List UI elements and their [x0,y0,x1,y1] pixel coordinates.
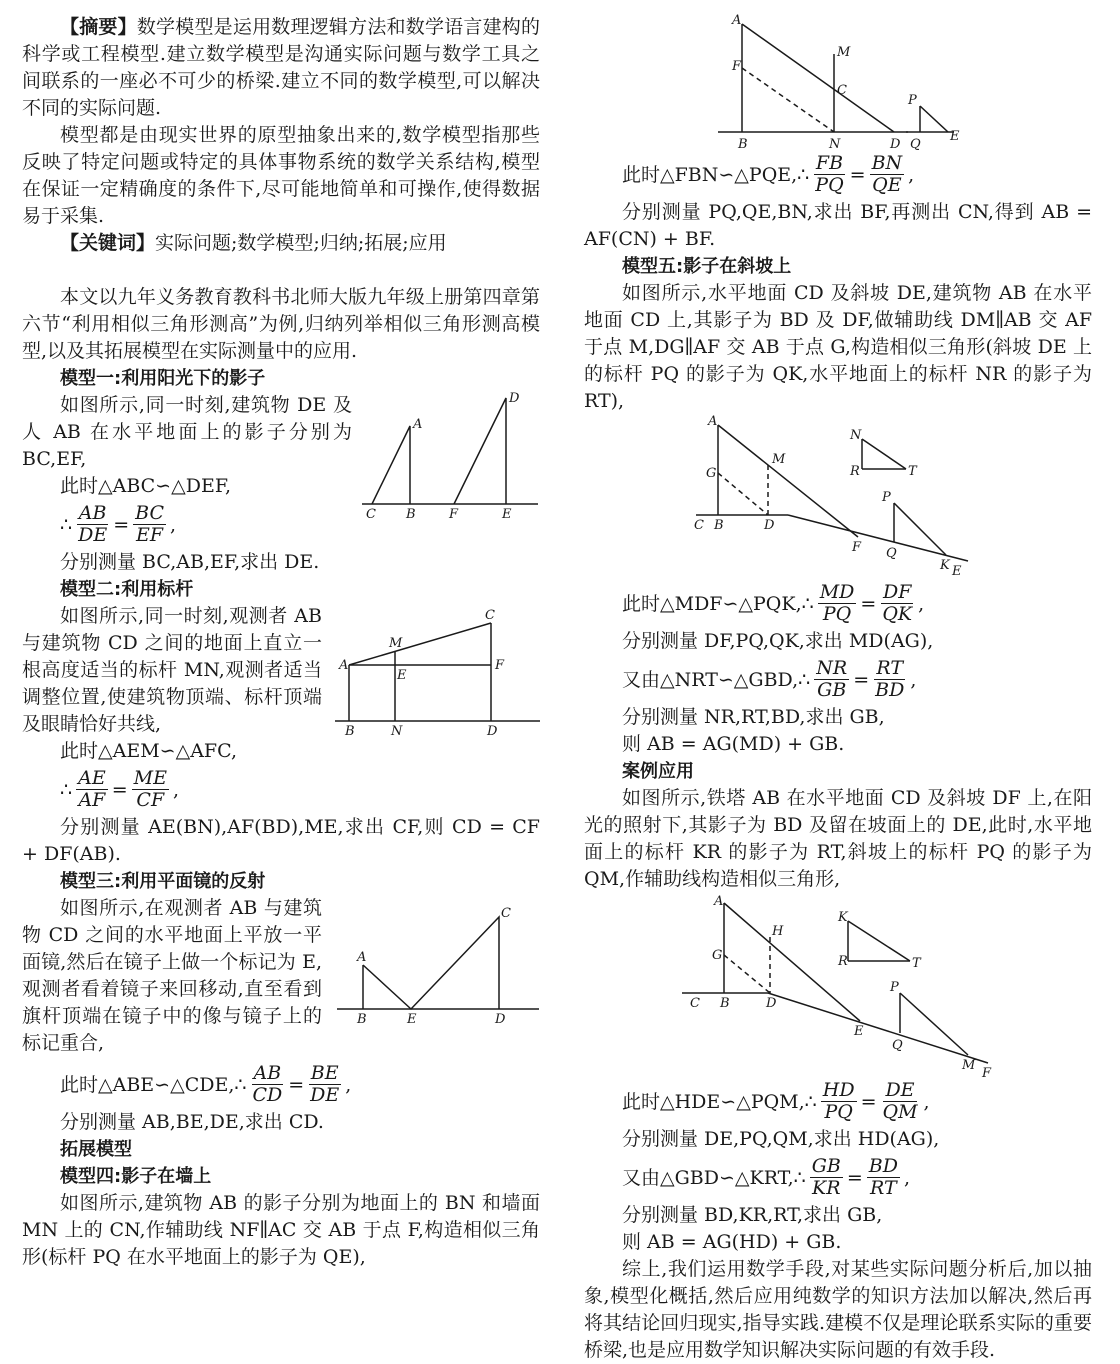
point-label-A: A [357,950,367,965]
fraction: $\frac{DE}{QM}$ [882,1079,918,1123]
model-2-block [22,603,540,814]
figure-segment [768,993,988,1063]
left-column [22,14,540,1271]
case-equation-1: 此时△HDE∽△PQM,∴ $\frac{HD}{PQ}$ = $\frac{DE}{QM}$ , [622,1079,930,1123]
keywords-text: 实际问题;数学模型;归纳;拓展;应用 [155,232,447,254]
point-label-Q: Q [910,137,921,150]
figure-segment [742,24,894,132]
point-label-A: A [413,417,423,432]
fraction: $\frac{FB}{PQ}$ [815,152,844,196]
figure-case-wrap [584,893,1092,1077]
figure-segment [742,68,834,132]
fraction: $\frac{DF}{QK}$ [882,581,913,625]
point-label-M: M [837,45,851,60]
point-label-E: E [854,1024,864,1039]
fraction: $\frac{BN}{QE}$ [871,152,903,196]
model-3-equation: 此时△ABE∽△CDE,∴ $\frac{AB}{CD}$ = $\frac{BE}{DE}$ , [60,1062,352,1106]
model-5-measure-1: 分别测量 DF,PQ,QK,求出 MD(AG), [622,630,934,652]
case-measure-1: 分别测量 DE,PQ,QM,求出 HD(AG), [622,1128,940,1150]
point-label-G: G [712,948,723,963]
keywords-label: 【关键词】 [60,232,156,254]
right-column [584,10,1092,1364]
figure-segment [894,503,946,555]
intro-paragraph: 本文以九年义务教育教科书北师大版九年级上册第四章第六节“利用相似三角形测高”为例,归纳列举相似三角形测高模型,以及其拓展模型在实际测量中的应用. [22,286,540,362]
extension-title: 拓展模型 [60,1139,132,1160]
point-label-E: E [950,129,960,144]
model-1-similar: 此时△ABC∽△DEF, [60,475,232,497]
abstract-paragraph [22,14,540,122]
fraction: $\frac{ME}{CF}$ [133,767,167,811]
case-title: 案例应用 [622,761,694,782]
point-label-D: D [764,518,775,533]
point-label-E: E [397,668,407,683]
point-label-N: N [391,724,403,739]
model-2-similar: 此时△AEM∽△AFC, [60,740,237,762]
point-label-F: F [449,507,459,522]
model-4-measure: 分别测量 PQ,QE,BN,求出 BF,再测出 CN,得到 AB = AF(CN) + BF. [584,201,1092,250]
case-result: 则 AB = AG(HD) + GB. [622,1231,842,1253]
point-label-A: A [708,415,718,429]
point-label-H: H [772,924,784,939]
figure-model-5-wrap [584,415,1092,579]
point-label-P: P [908,93,917,108]
point-label-F: F [495,658,505,673]
point-label-E: E [407,1012,417,1027]
point-label-T: T [908,464,917,479]
figure-segment [788,515,968,561]
point-label-N: N [829,137,841,150]
figure-segment [718,425,858,537]
point-label-P: P [882,490,891,505]
point-label-G: G [706,466,717,481]
case-desc: 如图所示,铁塔 AB 在水平地面 CD 及斜坡 DF 上,在阳光的照射下,其影子为 BD 及留在坡面上的 DE,此时,水平地面上的标杆 KR 的影子为 RT,斜坡上的标杆 PQ 的影子为 QM,作辅助线构造相似三角形, [584,787,1092,890]
fraction: $\frac{BD}{RT}$ [868,1155,898,1199]
model-5-equation-2: 又由△NRT∽△GBD,∴ $\frac{NR}{GB}$ = $\frac{RT}{BD}$ , [622,657,917,701]
model-4-title: 模型四:影子在墙上 [60,1166,212,1187]
point-label-B: B [738,137,748,150]
point-label-R: R [838,954,848,969]
case-equation-2: 又由△GBD∽△KRT,∴ $\frac{GB}{KR}$ = $\frac{BD}{RT}$ , [622,1155,911,1199]
figure-segment [920,106,948,132]
point-label-Q: Q [886,546,897,561]
point-label-D: D [495,1012,506,1027]
figure-segment [848,921,910,961]
point-label-B: B [720,996,730,1011]
model-1-equation: ∴ $\frac{AB}{DE}$ = $\frac{BC}{EF}$ , [60,502,177,546]
model-5-desc: 如图所示,水平地面 CD 及斜坡 DE,建筑物 AB 在水平地面 CD 上,其影子为 BD 及 DF,做辅助线 DM∥AB 交 AF 于点 M,DG∥AF 交 AB 于点 G,构造相似三角形(斜坡 DE 上的标杆 PQ 的影子为 QK,水平地面上的标杆 NR 的影子为 RT), [584,282,1092,412]
point-label-K: K [940,558,950,573]
case-measure-2: 分别测量 BD,KR,RT,求出 GB, [622,1204,883,1226]
point-label-E: E [952,564,962,579]
point-label-M: M [772,452,786,467]
point-label-B: B [357,1012,367,1027]
abstract-label: 【摘要】 [60,16,137,38]
point-label-F: F [852,540,862,555]
point-label-D: D [890,137,901,150]
point-label-N: N [850,428,862,443]
point-label-B: B [714,518,724,533]
figure-model-4-wrap [584,10,1092,150]
model-3-block [22,895,540,1057]
fraction: $\frac{AB}{CD}$ [252,1062,283,1106]
point-label-T: T [912,956,921,971]
point-label-R: R [850,464,860,479]
point-label-A: A [732,13,742,28]
model-1-block [22,392,540,549]
fraction: $\frac{HD}{PQ}$ [822,1079,855,1123]
point-label-D: D [766,996,777,1011]
point-label-A: A [339,658,349,673]
figure-model-1 [360,392,540,522]
abstract-text: 数学模型是运用数理逻辑方法和数学语言建构的科学或工程模型.建立数学模型是沟通实际问题与数学工具之间联系的一座必不可少的桥梁.建立不同的数学模型,可以解决不同的实际问题. [22,16,540,119]
conclusion-paragraph: 综上,我们运用数学手段,对某些实际问题分析后,加以抽象,模型化概括,然后应用纯数学的知识方法加以解决,然后再将其结论回归现实,指导实践.建模不仅是理论联系实际的重要桥梁,也是应用数学知识解决实际问题的有效手段. [584,1258,1092,1361]
point-label-C: C [690,996,700,1011]
model-3-desc: 如图所示,在观测者 AB 与建筑物 CD 之间的水平地面上平放一平面镜,然后在镜子上做一个标记为 E,观测者看着镜子来回移动,直至看到旗杆顶端在镜子中的像与镜子上的标记重合, [22,897,322,1054]
figure-segment [349,623,491,665]
model-5-title: 模型五:影子在斜坡上 [622,256,792,277]
figure-model-2 [335,603,540,743]
point-label-D: D [509,392,520,406]
model-5-equation-1: 此时△MDF∽△PQK,∴ $\frac{MD}{PQ}$ = $\frac{DF}{QK}$ , [622,581,925,625]
figure-model-4 [708,10,968,150]
figure-segment [363,917,499,1009]
abstract-paragraph-2: 模型都是由现实世界的原型抽象出来的,数学模型指那些反映了特定问题或特定的具体事物系统的数学关系结构,模型在保证一定精确度的条件下,尽可能地简单和可操作,使得数据易于采集. [22,124,540,227]
fraction: $\frac{AB}{DE}$ [78,502,108,546]
model-1-desc: 如图所示,同一时刻,建筑物 DE 及人 AB 在水平地面上的影子分别为 BC,EF, [22,394,352,470]
keywords-paragraph [22,230,540,257]
figure-segment [718,473,768,515]
figure-model-5 [688,415,988,579]
point-label-C: C [694,518,704,533]
model-4-desc: 如图所示,建筑物 AB 的影子分别为地面上的 BN 和墙面 MN 上的 CN,作辅助线 NF∥AC 交 AB 于点 F,构造相似三角形(标杆 PQ 在水平地面上的影子为 QE), [22,1192,540,1268]
point-label-A: A [714,894,724,909]
model-5-result: 则 AB = AG(MD) + GB. [622,733,845,755]
fraction: $\frac{MD}{PQ}$ [819,581,855,625]
point-label-C: C [837,83,847,98]
fraction: $\frac{BC}{EF}$ [135,502,164,546]
point-label-C: C [366,507,376,522]
point-label-P: P [890,980,899,995]
model-2-equation: ∴ $\frac{AE}{AF}$ = $\frac{ME}{CF}$ , [60,767,179,811]
figure-segment [372,426,410,504]
point-label-B: B [345,724,355,739]
model-4-equation: 此时△FBN∽△PQE,∴ $\frac{FB}{PQ}$ = $\frac{BN}{QE}$ , [622,152,915,196]
point-label-K: K [838,910,848,925]
model-3-title: 模型三:利用平面镜的反射 [60,871,266,892]
point-label-B: B [406,507,416,522]
model-2-title: 模型二:利用标杆 [60,579,194,600]
figure-model-3 [335,905,540,1045]
point-label-C: C [485,608,495,623]
figure-segment [862,439,906,469]
model-2-measure: 分别测量 AE(BN),AF(BD),ME,求出 CF,则 CD = CF + DF(AB). [22,816,540,865]
fraction: $\frac{AE}{AF}$ [78,767,106,811]
figure-segment [724,955,770,993]
point-label-M: M [389,636,403,651]
model-1-title: 模型一:利用阳光下的影子 [60,368,266,389]
point-label-C: C [501,906,511,921]
figure-case [678,893,998,1077]
fraction: $\frac{BE}{DE}$ [310,1062,340,1106]
model-1-measure: 分别测量 BC,AB,EF,求出 DE. [60,551,320,573]
model-5-measure-2: 分别测量 NR,RT,BD,求出 GB, [622,706,885,728]
model-3-measure: 分别测量 AB,BE,DE,求出 CD. [60,1111,324,1133]
fraction: $\frac{RT}{BD}$ [875,657,905,701]
point-label-F: F [732,59,742,74]
point-label-M: M [962,1058,976,1073]
figure-segment [454,398,506,504]
point-label-Q: Q [892,1038,903,1053]
fraction: $\frac{GB}{KR}$ [811,1155,841,1199]
fraction: $\frac{NR}{GB}$ [816,657,848,701]
model-2-desc: 如图所示,同一时刻,观测者 AB 与建筑物 CD 之间的地面上直立一根高度适当的标杆 MN,观测者适当调整位置,使建筑物顶端、标杆顶端及眼睛恰好共线, [22,605,322,735]
point-label-D: D [487,724,498,739]
point-label-E: E [502,507,512,522]
point-label-F: F [982,1066,992,1077]
